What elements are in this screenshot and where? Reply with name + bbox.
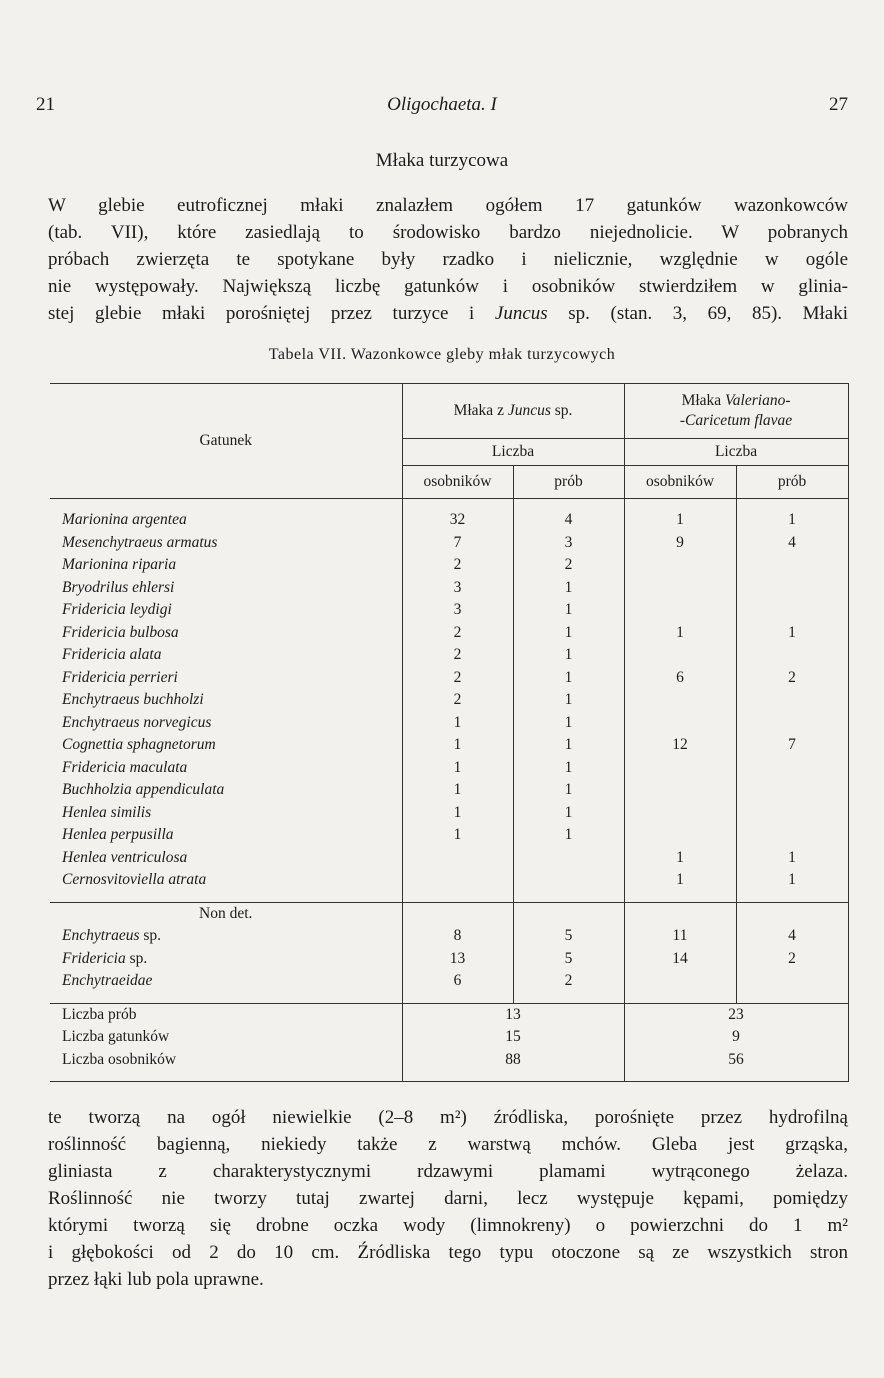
site2-individuals: 1: [624, 509, 736, 532]
table-row: [50, 734, 848, 757]
site2-samples: [736, 712, 848, 735]
species-name: Cernosvitoviella atrata: [50, 869, 402, 892]
site1-samples: 1: [513, 599, 624, 622]
site1-individuals: 1: [402, 802, 513, 825]
site2-individuals: [624, 554, 736, 577]
table-row: [50, 667, 848, 690]
table-row: [50, 925, 848, 948]
text-line: (tab. VII), które zasiedlają to środowisko bardzo niejednolicie. W pobranych: [48, 222, 848, 243]
site1-samples: 1: [513, 734, 624, 757]
header-running-title: Oligochaeta. I: [387, 94, 497, 115]
species-name: Henlea similis: [50, 802, 402, 825]
section-title: Młaka turzycowa: [375, 150, 509, 171]
site1-total: 15: [402, 1026, 624, 1049]
species-name: Enchytraeus norvegicus: [50, 712, 402, 735]
site1-samples: 1: [513, 824, 624, 847]
site1-individuals: [402, 869, 513, 892]
table-row: [50, 847, 848, 870]
site1-samples: 1: [513, 802, 624, 825]
site1-individuals: 1: [402, 779, 513, 802]
site1-samples-header: prób: [513, 466, 624, 499]
site2-total: 23: [624, 1003, 848, 1026]
species-name: Fridericia perrieri: [50, 667, 402, 690]
table-row: [50, 757, 848, 780]
site1-samples: 4: [513, 509, 624, 532]
site1-individuals: 1: [402, 757, 513, 780]
site1-individuals: 13: [402, 948, 513, 971]
site1-individuals: [402, 847, 513, 870]
species-name: Marionina argentea: [50, 509, 402, 532]
site2-samples: [736, 554, 848, 577]
species-name: Enchytraeus buchholzi: [50, 689, 402, 712]
text-line: próbach zwierzęta te spotykane były rzadko i nielicznie, względnie w ogóle: [48, 249, 848, 270]
site2-individuals: 9: [624, 532, 736, 555]
species-name: Enchytraeus sp.: [50, 925, 402, 948]
site2-individuals: [624, 779, 736, 802]
header-page-left: 21: [36, 94, 55, 115]
site2-individuals: [624, 824, 736, 847]
site1-samples: 1: [513, 667, 624, 690]
site1-samples: 5: [513, 948, 624, 971]
site1-header: Młaka z Juncus sp.: [402, 384, 624, 439]
site1-samples: 1: [513, 712, 624, 735]
site2-individuals: [624, 689, 736, 712]
non-det-label: Non det.: [50, 902, 402, 925]
site2-samples: [736, 779, 848, 802]
totals-rows: [50, 1003, 848, 1071]
species-name: Henlea ventriculosa: [50, 847, 402, 870]
species-name: Fridericia leydigi: [50, 599, 402, 622]
species-name: Mesenchytraeus armatus: [50, 532, 402, 555]
species-name: Buchholzia appendiculata: [50, 779, 402, 802]
text-line: roślinność bagienną, niekiedy także z warstwą mchów. Gleba jest grząska,: [48, 1134, 848, 1155]
species-name: Bryodrilus ehlersi: [50, 577, 402, 600]
species-rows: [50, 509, 848, 892]
text-line: te tworzą na ogół niewielkie (2–8 m²) źródliska, porośnięte przez hydrofilną: [48, 1107, 848, 1128]
site2-individuals: [624, 757, 736, 780]
site2-samples: [736, 802, 848, 825]
site2-samples: 4: [736, 532, 848, 555]
site1-individuals: 8: [402, 925, 513, 948]
species-name: Cognettia sphagnetorum: [50, 734, 402, 757]
running-header: [36, 94, 848, 120]
site1-individuals: 2: [402, 622, 513, 645]
site1-individuals: 3: [402, 599, 513, 622]
table-row: [50, 509, 848, 532]
table-row: [50, 554, 848, 577]
site2-samples: [736, 599, 848, 622]
paragraph-intro: [48, 192, 848, 327]
species-name: Fridericia bulbosa: [50, 622, 402, 645]
text-line: nie występowały. Największą liczbę gatunków i osobników stwierdziłem w glinia-: [48, 276, 848, 297]
site1-individuals: 2: [402, 554, 513, 577]
totals-row: [50, 1003, 848, 1026]
site2-samples: 2: [736, 948, 848, 971]
table-row: [50, 869, 848, 892]
site2-samples: [736, 577, 848, 600]
site1-samples: [513, 847, 624, 870]
table-row: [50, 712, 848, 735]
site1-individuals: 2: [402, 644, 513, 667]
site1-total: 88: [402, 1049, 624, 1072]
totals-label: Liczba prób: [50, 1003, 402, 1026]
totals-label: Liczba gatunków: [50, 1026, 402, 1049]
site1-samples: 1: [513, 577, 624, 600]
site2-individuals: 11: [624, 925, 736, 948]
site2-individuals: [624, 802, 736, 825]
text-line: Roślinność nie tworzy tutaj zwartej darni, lecz występuje kępami, pomiędzy: [48, 1188, 848, 1209]
text-line: gliniasta z charakterystycznymi rdzawymi plamami wytrąconego żelaza.: [48, 1161, 848, 1182]
site1-samples: 2: [513, 554, 624, 577]
species-name: Enchytraeidae: [50, 970, 402, 993]
site1-individuals-header: osobników: [402, 466, 513, 499]
site1-samples: 1: [513, 644, 624, 667]
table-row: [50, 532, 848, 555]
table-row: [50, 577, 848, 600]
site1-samples: 5: [513, 925, 624, 948]
site2-individuals: 1: [624, 847, 736, 870]
site1-samples: 1: [513, 757, 624, 780]
site2-individuals: 1: [624, 622, 736, 645]
site1-individuals: 32: [402, 509, 513, 532]
site2-samples: 2: [736, 667, 848, 690]
site2-individuals: 12: [624, 734, 736, 757]
species-name: Fridericia maculata: [50, 757, 402, 780]
totals-label: Liczba osobników: [50, 1049, 402, 1072]
site2-samples: [736, 757, 848, 780]
site2-individuals: 14: [624, 948, 736, 971]
text-line-juncus: stej glebie młaki porośniętej przez turzyce i Juncus sp. (stan. 3, 69, 85). Młaki: [48, 303, 848, 324]
site1-count-header: Liczba: [402, 439, 624, 466]
site2-samples: 4: [736, 925, 848, 948]
species-name: Fridericia alata: [50, 644, 402, 667]
site1-samples: [513, 869, 624, 892]
non-det-rows: [50, 925, 848, 993]
table-row: [50, 644, 848, 667]
site1-individuals: 2: [402, 667, 513, 690]
table-row: [50, 622, 848, 645]
site1-individuals: 7: [402, 532, 513, 555]
site2-individuals: [624, 644, 736, 667]
site1-individuals: 1: [402, 824, 513, 847]
site2-individuals: [624, 577, 736, 600]
site2-samples: [736, 824, 848, 847]
site1-samples: 1: [513, 622, 624, 645]
species-name: Marionina riparia: [50, 554, 402, 577]
table-row: [50, 948, 848, 971]
site2-total: 56: [624, 1049, 848, 1072]
totals-row: [50, 1049, 848, 1072]
species-name: Fridericia sp.: [50, 948, 402, 971]
site2-individuals: [624, 712, 736, 735]
site1-individuals: 3: [402, 577, 513, 600]
species-table: [50, 383, 849, 1082]
table-row: [50, 824, 848, 847]
species-column-header: Gatunek: [50, 384, 402, 499]
table-row: [50, 802, 848, 825]
table-row: [50, 779, 848, 802]
text-line: przez łąki lub pola uprawne.: [48, 1269, 264, 1290]
site1-individuals: 1: [402, 712, 513, 735]
site2-samples: 1: [736, 869, 848, 892]
site1-samples: 1: [513, 779, 624, 802]
site1-individuals: 6: [402, 970, 513, 993]
site2-count-header: Liczba: [624, 439, 848, 466]
table-row: [50, 970, 848, 993]
site2-samples: 7: [736, 734, 848, 757]
site2-individuals: 6: [624, 667, 736, 690]
site2-header: Młaka Valeriano- -Caricetum flavae: [624, 384, 848, 439]
text-line: i głębokości od 2 do 10 cm. Źródliska tego typu otoczone są ze wszystkich stron: [48, 1242, 848, 1263]
site2-samples: 1: [736, 847, 848, 870]
table-caption: Tabela VII. Wazonkowce gleby młak turzycowych: [268, 346, 616, 363]
site1-samples: 1: [513, 689, 624, 712]
site2-individuals-header: osobników: [624, 466, 736, 499]
totals-row: [50, 1026, 848, 1049]
site2-samples: 1: [736, 622, 848, 645]
text-line: którymi tworzą się drobne oczka wody (limnokreny) o powierzchni do 1 m²: [48, 1215, 848, 1236]
site2-individuals: [624, 970, 736, 993]
site2-individuals: [624, 599, 736, 622]
species-name: Henlea perpusilla: [50, 824, 402, 847]
site1-individuals: 2: [402, 689, 513, 712]
site2-individuals: 1: [624, 869, 736, 892]
paragraph-description: [48, 1104, 848, 1293]
site2-samples: [736, 689, 848, 712]
site2-samples: [736, 644, 848, 667]
site2-samples: [736, 970, 848, 993]
site2-total: 9: [624, 1026, 848, 1049]
header-page-number: 27: [829, 94, 848, 115]
table-row: [50, 599, 848, 622]
site2-samples-header: prób: [736, 466, 848, 499]
text-line: W glebie eutroficznej młaki znalazłem ogółem 17 gatunków wazonkowców: [48, 195, 848, 216]
site1-samples: 3: [513, 532, 624, 555]
site1-samples: 2: [513, 970, 624, 993]
site1-individuals: 1: [402, 734, 513, 757]
table-row: [50, 689, 848, 712]
site2-samples: 1: [736, 509, 848, 532]
site1-total: 13: [402, 1003, 624, 1026]
